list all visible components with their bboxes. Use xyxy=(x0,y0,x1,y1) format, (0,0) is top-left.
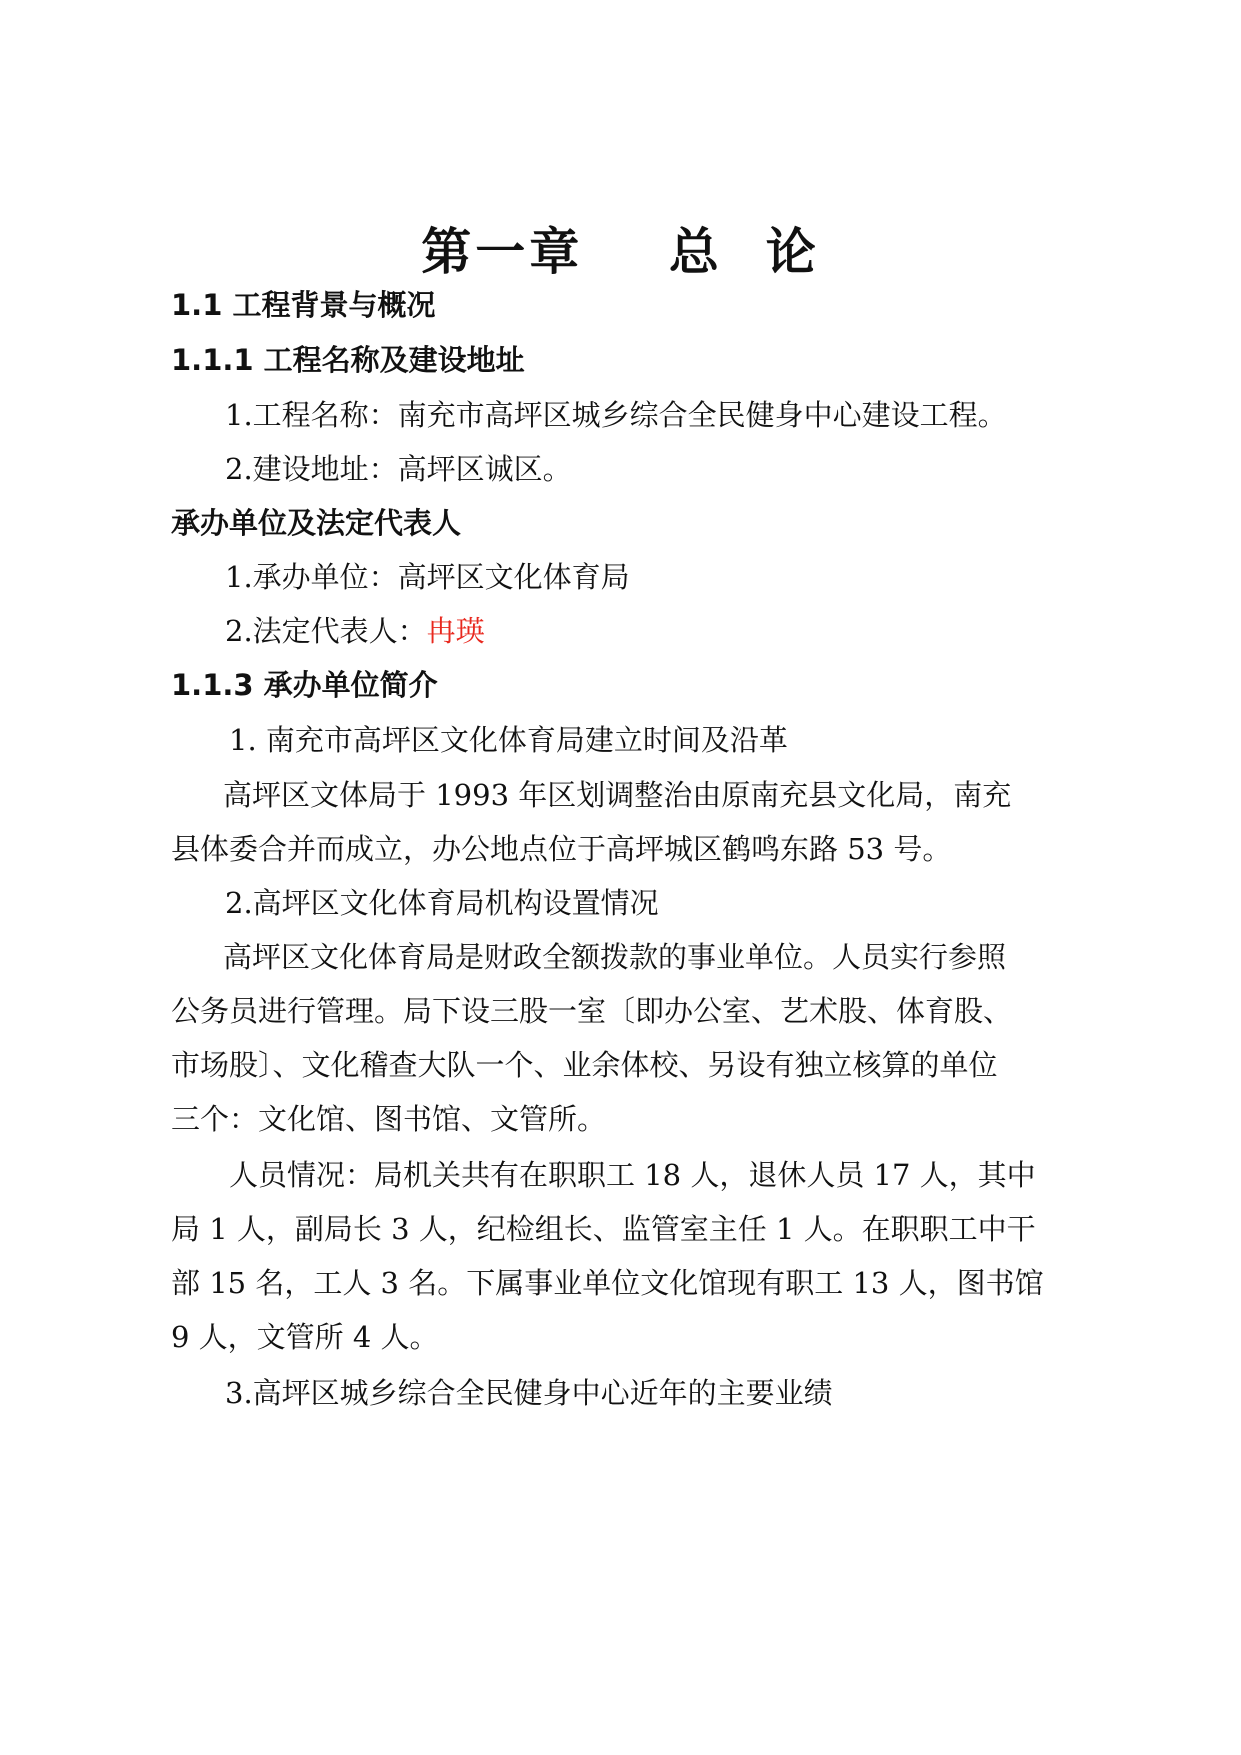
section-heading-1-1-3: 1.1.3 承办单位简介 xyxy=(171,668,438,702)
legal-rep-line xyxy=(225,611,485,651)
para2-line1: 高坪区文化体育局是财政全额拨款的事业单位。人员实行参照 xyxy=(223,940,1007,974)
para2-line3: 市场股〕、文化稽查大队一个、业余体校、另设有独立核算的单位 xyxy=(171,1048,998,1082)
legal-rep-label: 2.法定代表人： xyxy=(225,614,427,648)
para1-line1: 高坪区文体局于 1993 年区划调整治由原南充县文化局，南充 xyxy=(223,778,1012,812)
para2-line2: 公务员进行管理。局下设三股一室〔即办公室、艺术股、体育股、 xyxy=(171,994,1013,1028)
address-line: 2.建设地址：高坪区诚区。 xyxy=(225,452,572,486)
section-heading-1-1-1: 1.1.1 工程名称及建设地址 xyxy=(171,343,525,377)
para3-line4: 9 人，文管所 4 人。 xyxy=(171,1320,439,1354)
section-heading-org: 承办单位及法定代表人 xyxy=(171,506,462,540)
item1-title: 1. 南充市高坪区文化体育局建立时间及沿革 xyxy=(229,723,788,757)
section-heading-1-1: 1.1 工程背景与概况 xyxy=(171,288,436,322)
org-unit-line: 1.承办单位：高坪区文化体育局 xyxy=(225,560,630,594)
project-name-line: 1.工程名称：南充市高坪区城乡综合全民健身中心建设工程。 xyxy=(225,398,1007,432)
para1-line2: 县体委合并而成立，办公地点位于高坪城区鹤鸣东路 53 号。 xyxy=(171,832,952,866)
para3-line3: 部 15 名，工人 3 名。下属事业单位文化馆现有职工 13 人，图书馆 xyxy=(171,1266,1044,1300)
legal-rep-name: 冉瑛 xyxy=(426,614,485,648)
para3-line2: 局 1 人，副局长 3 人，纪检组长、监管室主任 1 人。在职职工中干 xyxy=(171,1212,1036,1246)
chapter-title: 第一章 总 论 xyxy=(421,222,820,281)
item3-title: 3.高坪区城乡综合全民健身中心近年的主要业绩 xyxy=(225,1376,833,1410)
para3-line1: 人员情况：局机关共有在职职工 18 人，退休人员 17 人，其中 xyxy=(229,1158,1036,1192)
item2-title: 2.高坪区文化体育局机构设置情况 xyxy=(225,886,659,920)
para2-line4: 三个：文化馆、图书馆、文管所。 xyxy=(171,1102,607,1136)
